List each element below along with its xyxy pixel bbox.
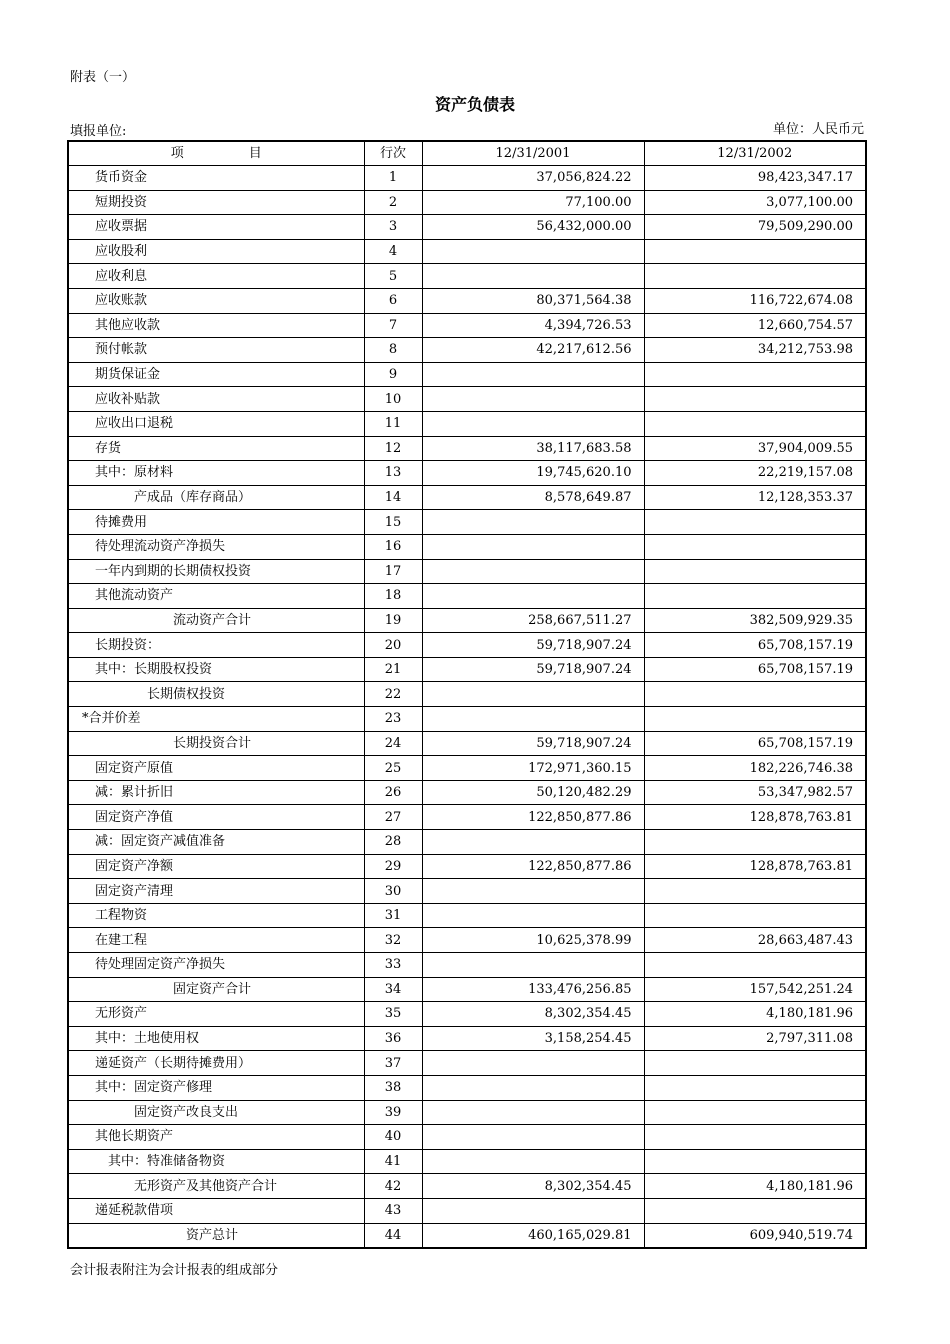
row-item: 流动资产合计 <box>68 608 364 633</box>
table-row <box>68 461 866 486</box>
header-item: 项 目 <box>68 141 364 166</box>
table-row <box>68 682 866 707</box>
row-value-2002: 382,509,929.35 <box>644 608 866 633</box>
row-value-2002: 157,542,251.24 <box>644 977 866 1002</box>
row-value-2001: 59,718,907.24 <box>422 731 644 756</box>
row-line: 10 <box>364 387 422 412</box>
row-value-2002: 65,708,157.19 <box>644 731 866 756</box>
row-item: *合并价差 <box>68 707 364 732</box>
row-line: 32 <box>364 928 422 953</box>
table-row <box>68 288 866 313</box>
row-item: 应收股利 <box>68 239 364 264</box>
row-value-2001 <box>422 879 644 904</box>
row-line: 27 <box>364 805 422 830</box>
row-item: 固定资产改良支出 <box>68 1100 364 1125</box>
row-item: 其中：原材料 <box>68 461 364 486</box>
row-value-2002: 34,212,753.98 <box>644 338 866 363</box>
row-item: 其中：土地使用权 <box>68 1026 364 1051</box>
table-row <box>68 879 866 904</box>
row-item: 在建工程 <box>68 928 364 953</box>
row-value-2001: 8,302,354.45 <box>422 1174 644 1199</box>
row-item: 减：累计折旧 <box>68 780 364 805</box>
row-item: 工程物资 <box>68 903 364 928</box>
table-row <box>68 1198 866 1223</box>
row-line: 28 <box>364 830 422 855</box>
row-item: 长期投资合计 <box>68 731 364 756</box>
row-value-2002: 128,878,763.81 <box>644 854 866 879</box>
row-value-2001: 59,718,907.24 <box>422 657 644 682</box>
row-value-2002 <box>644 1149 866 1174</box>
row-line: 17 <box>364 559 422 584</box>
row-value-2002: 37,904,009.55 <box>644 436 866 461</box>
row-value-2001 <box>422 1075 644 1100</box>
header-date-2002: 12/31/2002 <box>644 141 866 166</box>
row-value-2002: 65,708,157.19 <box>644 633 866 658</box>
filler-label: 填报单位: <box>70 124 127 139</box>
row-value-2001 <box>422 1100 644 1125</box>
row-value-2002: 12,128,353.37 <box>644 485 866 510</box>
row-item: 存货 <box>68 436 364 461</box>
row-value-2001: 122,850,877.86 <box>422 805 644 830</box>
row-line: 38 <box>364 1075 422 1100</box>
row-line: 3 <box>364 215 422 240</box>
row-value-2001 <box>422 1051 644 1076</box>
row-value-2002 <box>644 534 866 559</box>
row-value-2001: 3,158,254.45 <box>422 1026 644 1051</box>
row-item: 短期投资 <box>68 190 364 215</box>
row-value-2002: 182,226,746.38 <box>644 756 866 781</box>
row-value-2001: 133,476,256.85 <box>422 977 644 1002</box>
row-line: 7 <box>364 313 422 338</box>
row-value-2001 <box>422 559 644 584</box>
header-line: 行次 <box>364 141 422 166</box>
table-row <box>68 608 866 633</box>
table-row <box>68 1075 866 1100</box>
row-item: 递延资产（长期待摊费用） <box>68 1051 364 1076</box>
table-row <box>68 1026 866 1051</box>
row-item: 应收出口退税 <box>68 411 364 436</box>
row-value-2001 <box>422 411 644 436</box>
table-row <box>68 1223 866 1248</box>
row-line: 15 <box>364 510 422 535</box>
row-item: 其中：固定资产修理 <box>68 1075 364 1100</box>
row-item: 固定资产清理 <box>68 879 364 904</box>
row-value-2001 <box>422 1149 644 1174</box>
table-row <box>68 977 866 1002</box>
table-row <box>68 1051 866 1076</box>
row-value-2001: 42,217,612.56 <box>422 338 644 363</box>
table-row <box>68 928 866 953</box>
row-item: 其他长期资产 <box>68 1125 364 1150</box>
row-line: 22 <box>364 682 422 707</box>
row-value-2002: 12,660,754.57 <box>644 313 866 338</box>
row-value-2002 <box>644 411 866 436</box>
table-row <box>68 534 866 559</box>
row-value-2001: 38,117,683.58 <box>422 436 644 461</box>
row-line: 31 <box>364 903 422 928</box>
table-row <box>68 166 866 191</box>
row-item: 长期债权投资 <box>68 682 364 707</box>
row-line: 29 <box>364 854 422 879</box>
row-value-2002: 3,077,100.00 <box>644 190 866 215</box>
row-line: 35 <box>364 1002 422 1027</box>
row-value-2001 <box>422 362 644 387</box>
row-value-2002 <box>644 903 866 928</box>
row-value-2002 <box>644 264 866 289</box>
row-value-2001: 50,120,482.29 <box>422 780 644 805</box>
row-item: 应收补贴款 <box>68 387 364 412</box>
row-line: 26 <box>364 780 422 805</box>
row-value-2002 <box>644 1198 866 1223</box>
table-row <box>68 633 866 658</box>
table-row <box>68 190 866 215</box>
row-value-2002 <box>644 510 866 535</box>
row-value-2001: 8,302,354.45 <box>422 1002 644 1027</box>
row-value-2002: 22,219,157.08 <box>644 461 866 486</box>
row-line: 44 <box>364 1223 422 1248</box>
row-value-2002 <box>644 239 866 264</box>
row-value-2001: 10,625,378.99 <box>422 928 644 953</box>
row-item: 预付帐款 <box>68 338 364 363</box>
row-value-2002: 53,347,982.57 <box>644 780 866 805</box>
table-row <box>68 411 866 436</box>
table-row <box>68 731 866 756</box>
row-value-2002 <box>644 559 866 584</box>
row-line: 34 <box>364 977 422 1002</box>
row-value-2002 <box>644 1100 866 1125</box>
row-item: 固定资产净额 <box>68 854 364 879</box>
row-item: 固定资产合计 <box>68 977 364 1002</box>
row-value-2002 <box>644 879 866 904</box>
table-row <box>68 485 866 510</box>
row-value-2002 <box>644 362 866 387</box>
row-value-2001: 19,745,620.10 <box>422 461 644 486</box>
row-value-2001: 172,971,360.15 <box>422 756 644 781</box>
row-line: 2 <box>364 190 422 215</box>
table-row <box>68 854 866 879</box>
row-line: 20 <box>364 633 422 658</box>
row-line: 8 <box>364 338 422 363</box>
row-value-2001 <box>422 387 644 412</box>
table-row <box>68 584 866 609</box>
table-row <box>68 436 866 461</box>
row-value-2002: 98,423,347.17 <box>644 166 866 191</box>
row-item: 其中：长期股权投资 <box>68 657 364 682</box>
row-line: 13 <box>364 461 422 486</box>
row-item: 待处理流动资产净损失 <box>68 534 364 559</box>
table-row <box>68 657 866 682</box>
row-value-2002 <box>644 1125 866 1150</box>
row-value-2001 <box>422 510 644 535</box>
header-date-2001: 12/31/2001 <box>422 141 644 166</box>
row-value-2001 <box>422 584 644 609</box>
row-value-2002 <box>644 1051 866 1076</box>
row-value-2002 <box>644 830 866 855</box>
table-row <box>68 805 866 830</box>
row-line: 25 <box>364 756 422 781</box>
row-item: 待摊费用 <box>68 510 364 535</box>
row-value-2001: 122,850,877.86 <box>422 854 644 879</box>
row-line: 41 <box>364 1149 422 1174</box>
row-line: 33 <box>364 953 422 978</box>
row-line: 24 <box>364 731 422 756</box>
row-item: 其他流动资产 <box>68 584 364 609</box>
row-line: 30 <box>364 879 422 904</box>
row-value-2002 <box>644 953 866 978</box>
row-item: 无形资产及其他资产合计 <box>68 1174 364 1199</box>
row-value-2001: 37,056,824.22 <box>422 166 644 191</box>
table-row <box>68 239 866 264</box>
row-line: 14 <box>364 485 422 510</box>
row-value-2002 <box>644 1075 866 1100</box>
row-value-2001 <box>422 830 644 855</box>
row-value-2001 <box>422 534 644 559</box>
row-item: 固定资产原值 <box>68 756 364 781</box>
row-line: 39 <box>364 1100 422 1125</box>
row-value-2002: 2,797,311.08 <box>644 1026 866 1051</box>
row-line: 23 <box>364 707 422 732</box>
row-value-2002: 128,878,763.81 <box>644 805 866 830</box>
row-item: 长期投资： <box>68 633 364 658</box>
footnote: 会计报表附注为会计报表的组成部分 <box>70 1263 279 1278</box>
table-row <box>68 264 866 289</box>
table-row <box>68 707 866 732</box>
table-row <box>68 215 866 240</box>
row-value-2001: 77,100.00 <box>422 190 644 215</box>
row-item: 产成品（库存商品） <box>68 485 364 510</box>
row-line: 21 <box>364 657 422 682</box>
row-line: 36 <box>364 1026 422 1051</box>
row-value-2001: 258,667,511.27 <box>422 608 644 633</box>
table-row <box>68 1125 866 1150</box>
row-item: 应收账款 <box>68 288 364 313</box>
row-value-2002: 65,708,157.19 <box>644 657 866 682</box>
row-line: 11 <box>364 411 422 436</box>
appendix-label: 附表（一） <box>70 70 136 85</box>
row-value-2002 <box>644 387 866 412</box>
row-value-2002: 28,663,487.43 <box>644 928 866 953</box>
row-value-2002 <box>644 682 866 707</box>
row-item: 货币资金 <box>68 166 364 191</box>
table-row <box>68 756 866 781</box>
row-value-2002: 609,940,519.74 <box>644 1223 866 1248</box>
row-value-2001: 4,394,726.53 <box>422 313 644 338</box>
row-item: 其他应收款 <box>68 313 364 338</box>
row-line: 6 <box>364 288 422 313</box>
table-row <box>68 559 866 584</box>
row-line: 1 <box>364 166 422 191</box>
table-row <box>68 1149 866 1174</box>
row-value-2002 <box>644 707 866 732</box>
row-line: 18 <box>364 584 422 609</box>
row-value-2001 <box>422 707 644 732</box>
row-item: 固定资产净值 <box>68 805 364 830</box>
row-value-2001 <box>422 239 644 264</box>
row-value-2002: 116,722,674.08 <box>644 288 866 313</box>
row-value-2001 <box>422 1198 644 1223</box>
table-row <box>68 362 866 387</box>
row-value-2001 <box>422 682 644 707</box>
row-value-2001: 59,718,907.24 <box>422 633 644 658</box>
row-value-2001 <box>422 1125 644 1150</box>
row-item: 递延税款借项 <box>68 1198 364 1223</box>
row-item: 资产总计 <box>68 1223 364 1248</box>
row-item: 期货保证金 <box>68 362 364 387</box>
row-line: 42 <box>364 1174 422 1199</box>
row-line: 16 <box>364 534 422 559</box>
row-line: 43 <box>364 1198 422 1223</box>
row-item: 应收票据 <box>68 215 364 240</box>
row-line: 37 <box>364 1051 422 1076</box>
table-row <box>68 1002 866 1027</box>
row-value-2002: 4,180,181.96 <box>644 1174 866 1199</box>
page-title: 资产负债表 <box>434 95 515 114</box>
row-item: 待处理固定资产净损失 <box>68 953 364 978</box>
unit-label: 单位：人民币元 <box>772 122 864 137</box>
balance-sheet-table <box>67 140 867 1249</box>
row-line: 12 <box>364 436 422 461</box>
table-row <box>68 510 866 535</box>
row-item: 其中：特准储备物资 <box>68 1149 364 1174</box>
table-row <box>68 903 866 928</box>
table-header-row <box>68 141 866 166</box>
row-line: 9 <box>364 362 422 387</box>
table-row <box>68 1100 866 1125</box>
row-value-2001: 460,165,029.81 <box>422 1223 644 1248</box>
row-value-2002: 79,509,290.00 <box>644 215 866 240</box>
table-row <box>68 338 866 363</box>
row-item: 一年内到期的长期债权投资 <box>68 559 364 584</box>
row-value-2001: 56,432,000.00 <box>422 215 644 240</box>
row-line: 40 <box>364 1125 422 1150</box>
row-line: 5 <box>364 264 422 289</box>
table-row <box>68 387 866 412</box>
row-value-2001: 8,578,649.87 <box>422 485 644 510</box>
row-line: 19 <box>364 608 422 633</box>
row-item: 应收利息 <box>68 264 364 289</box>
table-row <box>68 1174 866 1199</box>
table-row <box>68 780 866 805</box>
row-item: 无形资产 <box>68 1002 364 1027</box>
table-row <box>68 953 866 978</box>
table-row <box>68 313 866 338</box>
row-value-2002: 4,180,181.96 <box>644 1002 866 1027</box>
row-line: 4 <box>364 239 422 264</box>
row-value-2001: 80,371,564.38 <box>422 288 644 313</box>
row-value-2001 <box>422 953 644 978</box>
table-row <box>68 830 866 855</box>
row-value-2002 <box>644 584 866 609</box>
row-value-2001 <box>422 264 644 289</box>
row-item: 减：固定资产减值准备 <box>68 830 364 855</box>
row-value-2001 <box>422 903 644 928</box>
